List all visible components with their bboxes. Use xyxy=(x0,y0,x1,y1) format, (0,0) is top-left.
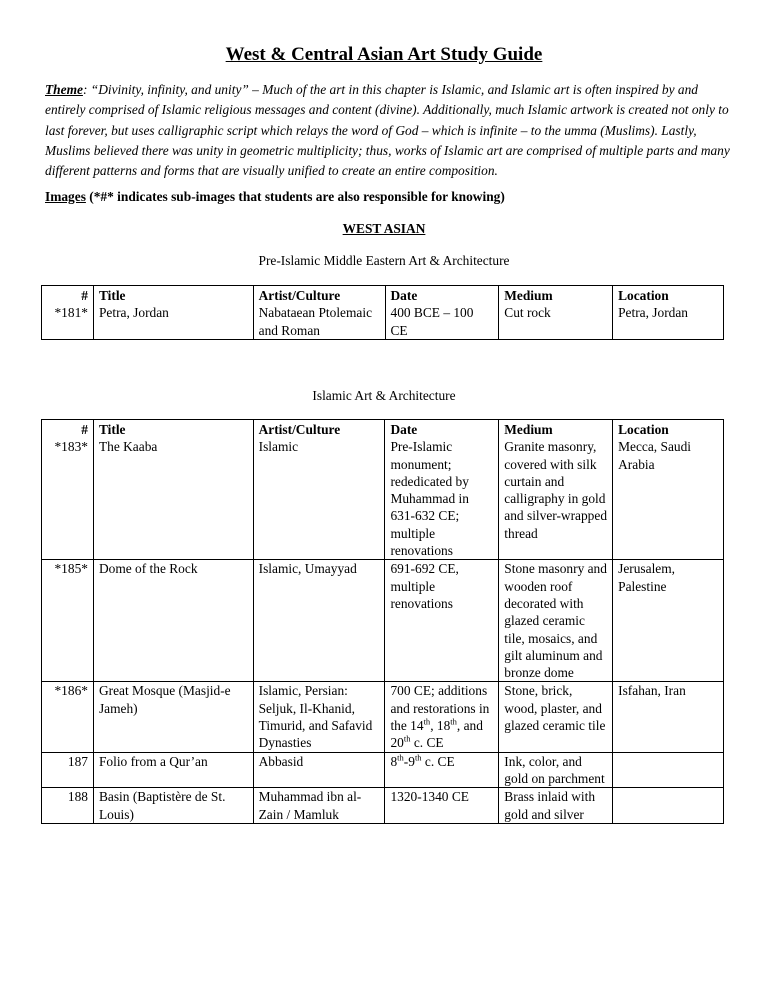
cell-title: Folio from a Qur’an xyxy=(93,752,253,788)
column-header-medium: Medium xyxy=(499,286,613,305)
cell-location xyxy=(613,752,724,788)
section-heading-islamic: Islamic Art & Architecture xyxy=(312,388,456,403)
cell-artist: Islamic xyxy=(253,438,385,560)
column-header-title: Title xyxy=(93,420,253,439)
cell-medium: Granite masonry, covered with silk curtain and calligraphy in gold and silver-wrapped thread xyxy=(499,438,613,560)
document-title: West & Central Asian Art Study Guide xyxy=(225,44,543,65)
column-header-location: Location xyxy=(613,420,724,439)
cell-artist: Muhammad ibn al-Zain / Mamluk xyxy=(253,788,385,824)
table-row xyxy=(42,682,724,752)
cell-location: Petra, Jordan xyxy=(613,304,724,339)
table-row xyxy=(42,788,724,824)
section-heading-pre-islamic: Pre-Islamic Middle Eastern Art & Architecture xyxy=(258,253,510,268)
cell-location xyxy=(613,788,724,824)
table-header-row xyxy=(42,286,724,305)
cell-medium: Stone, brick, wood, plaster, and glazed ceramic tile xyxy=(499,682,613,752)
images-note: (*#* indicates sub-images that students are also responsible for knowing) xyxy=(85,189,505,204)
cell-date: 400 BCE – 100 CE xyxy=(385,304,499,339)
column-header-artist: Artist/Culture xyxy=(253,420,385,439)
column-header-date: Date xyxy=(385,286,499,305)
images-heading xyxy=(45,189,735,205)
table-row xyxy=(42,304,724,339)
cell-title: The Kaaba xyxy=(93,438,253,560)
column-header-medium: Medium xyxy=(499,420,613,439)
cell-location: Isfahan, Iran xyxy=(613,682,724,752)
column-header-artist: Artist/Culture xyxy=(253,286,385,305)
artworks-table-islamic xyxy=(41,419,724,824)
cell-title: Petra, Jordan xyxy=(93,304,253,339)
cell-medium: Brass inlaid with gold and silver xyxy=(499,788,613,824)
cell-medium: Cut rock xyxy=(499,304,613,339)
cell-location: Jerusalem, Palestine xyxy=(613,560,724,682)
cell-artist: Islamic, Umayyad xyxy=(253,560,385,682)
cell-title: Basin (Baptistère de St. Louis) xyxy=(93,788,253,824)
cell-num: *185* xyxy=(42,560,94,682)
images-label: Images xyxy=(45,189,86,204)
theme-paragraph xyxy=(45,80,735,181)
cell-num: *183* xyxy=(42,438,94,560)
column-header-location: Location xyxy=(613,286,724,305)
cell-num: 188 xyxy=(42,788,94,824)
column-header-num: # xyxy=(42,286,94,305)
cell-date: 1320-1340 CE xyxy=(385,788,499,824)
theme-text: : “Divinity, infinity, and unity” – Much of the art in this chapter is Islamic, and Islamic art is often inspired by and entirely comprised of Islamic religious messages and content (divine). Additionally, much Islamic artwork is created not only to last forever, but uses calligraphic script which relays the word of God – which is infinite – to the umma (Muslims). Lastly, Muslims believed there was unity in geometric multiplicity; thus, works of Islamic art are comprised of multiple parts and many different patterns and forms that are visually unified to create an entire composition. xyxy=(45,82,730,179)
column-header-num: # xyxy=(42,420,94,439)
cell-num: *181* xyxy=(42,304,94,339)
table-header-row xyxy=(42,420,724,439)
cell-num: 187 xyxy=(42,752,94,788)
table-row xyxy=(42,438,724,560)
cell-artist: Nabataean Ptolemaic and Roman xyxy=(253,304,385,339)
cell-title: Great Mosque (Masjid-e Jameh) xyxy=(93,682,253,752)
cell-artist: Abbasid xyxy=(253,752,385,788)
table-row xyxy=(42,752,724,788)
region-heading: WEST ASIAN xyxy=(342,221,426,236)
cell-date: Pre-Islamic monument; rededicated by Muhammad in 631-632 CE; multiple renovations xyxy=(385,438,499,560)
cell-medium: Ink, color, and gold on parchment xyxy=(499,752,613,788)
cell-location: Mecca, Saudi Arabia xyxy=(613,438,724,560)
column-header-date: Date xyxy=(385,420,499,439)
cell-date: 8th-9th c. CE xyxy=(385,752,499,788)
cell-medium: Stone masonry and wooden roof decorated with glazed ceramic tile, mosaics, and gilt aluminum and bronze dome xyxy=(499,560,613,682)
column-header-title: Title xyxy=(93,286,253,305)
artworks-table-pre-islamic xyxy=(41,285,724,340)
cell-num: *186* xyxy=(42,682,94,752)
cell-artist: Islamic, Persian: Seljuk, Il-Khanid, Timurid, and Safavid Dynasties xyxy=(253,682,385,752)
table-row xyxy=(42,560,724,682)
cell-date: 691-692 CE, multiple renovations xyxy=(385,560,499,682)
cell-title: Dome of the Rock xyxy=(93,560,253,682)
cell-date: 700 CE; additions and restorations in the 14th, 18th, and 20th c. CE xyxy=(385,682,499,752)
theme-label: Theme xyxy=(45,82,83,97)
